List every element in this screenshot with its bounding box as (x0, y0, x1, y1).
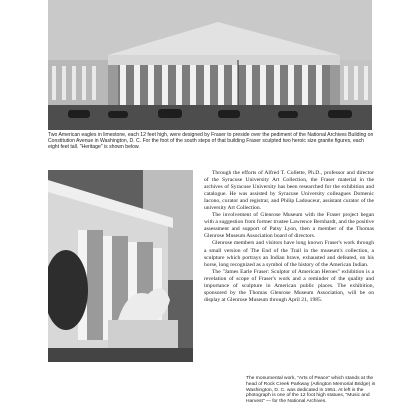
paragraph: Through the efforts of Alfred T. Collette, Ph.D., professor and director of the Syracuse University Art Collection, the Fraser material in the archives of Syracuse University has been researched for the exhibition and catalogue. He was assisted by Syracuse University colleagues Domenic Iacono, curator and registrar, and Philip Ladouceur, assistant curator of the university Art Collection. (204, 170, 374, 212)
national-archives-photo (48, 0, 372, 130)
archives-corner-photo (48, 170, 193, 362)
article-body (204, 170, 374, 304)
paragraph: Glenrose members and visitors have long known Fraser's work through a small version of The End of the Trail in the museum's collection, a sculpture which portrays an Indian brave, exhausted and defeated, on his horse, long recognized as a symbol of the history of the American Indian. (204, 240, 374, 268)
paragraph: The involvement of Glenrose Museum with the Fraser project began with a suggestion from former trustee Lawrence Bernhardt, and the positive assessment and support of Patsy Lyon, then a member of the Thomas Glenrose Museum Association board of directors. (204, 212, 374, 240)
paragraph: The "James Earle Fraser: Sculptor of American Heroes" exhibition is a revelation of scope of Fraser's work and a reminder of the quality and importance of sculpture in American public places. The exhibition, sponsored by the Thomas Glenrose Museum Association, will be on display at Glenrose Museum through April 21, 1985. (204, 268, 374, 303)
top-photo-caption: Two American eagles in limestone, each 12 feet high, were designed by Fraser to preside over the pediment of the National Archives Building on Constitution Avenue in Washington, D. C. For the foot of the south steps of that building Fraser sculpted two heroic size granite figures, each eight feet tall. "Heritage" is shown below. (48, 132, 374, 151)
lower-photo-caption: The monumental work, "Arts of Peace" which stands at the head of Rock Creek Parkway (Arlington Memorial Bridge) in Washington, D. C. was dedicated in 1951. At left is the photograph is one of the 12 foot high statues, "Music and Harvest" — for the National Archives. (246, 376, 376, 405)
